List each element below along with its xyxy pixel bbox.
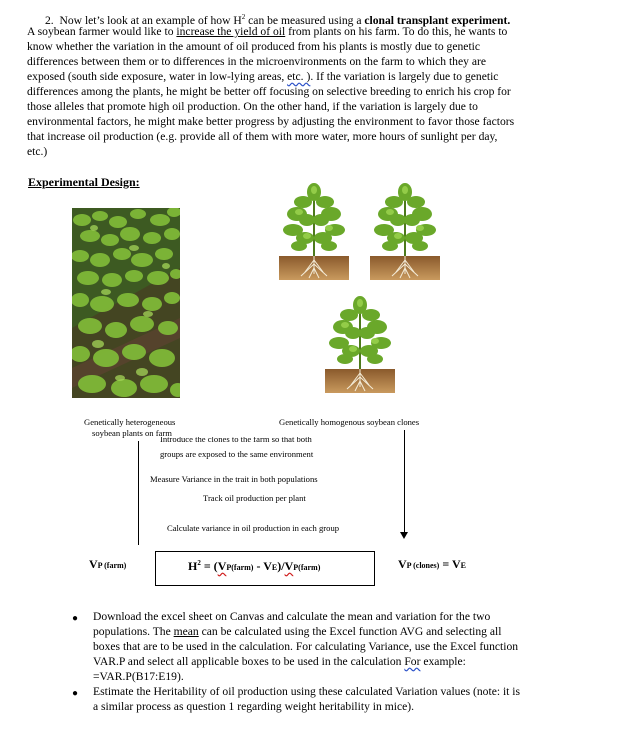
down-arrow-icon bbox=[400, 532, 408, 539]
question-line-2: A soybean farmer would like to increase the yield of oil from plants on his farm. To do this, he wants to bbox=[27, 25, 508, 38]
bullet-dot-2: ● bbox=[72, 688, 79, 699]
question-line-5: exposed (south side exposure, water in low-lying areas, etc. ). If the variation is largely due to genetic bbox=[27, 70, 499, 83]
step-calculate: Calculate variance in oil production in each group bbox=[167, 523, 340, 533]
question-line-9: that increase oil production (e.g. provide all of them with more water, more hours of sunlight per day, bbox=[27, 130, 498, 143]
question-line-10: etc.) bbox=[27, 145, 48, 158]
question-line-6: differences among the plants, he might be better off focusing on selective breeding to enrich his crop for bbox=[27, 85, 511, 98]
clones-connector-line bbox=[404, 430, 405, 534]
bullet-2-line-1: Estimate the Heritability of oil production using these calculated Variation values (note: it is bbox=[93, 685, 521, 698]
step-measure: Measure Variance in the trait in both populations bbox=[150, 474, 318, 484]
step-introduce-line-2: groups are exposed to the same environment bbox=[160, 449, 314, 459]
experimental-design-heading: Experimental Design: bbox=[28, 175, 140, 189]
bullet-1-line-5: =VAR.P(B17:E19). bbox=[93, 670, 184, 683]
soybean-clone-plant-1 bbox=[279, 182, 349, 280]
heritability-formula: $H^2$ = (VP(farm) - VE)/VP(farm) bbox=[188, 559, 321, 573]
soybean-field-photo bbox=[72, 208, 180, 398]
heritability-formula-box bbox=[155, 551, 375, 586]
question-number: 2. bbox=[45, 13, 54, 27]
soybean-clone-plant-3 bbox=[325, 295, 395, 393]
vp-clones-label: VP (clones) = VE bbox=[398, 557, 466, 571]
question-line-7: those alleles that promote high oil production. On the other hand, if the variation is largely due to bbox=[27, 100, 478, 113]
question-line-4: differences between them or to differences in the microenvironments on the farm to which they are bbox=[27, 55, 486, 68]
vp-farm-label: VP (farm) bbox=[89, 557, 127, 571]
bullet-1-line-2: populations. The mean can be calculated using the Excel function AVG and selecting all bbox=[93, 625, 502, 638]
label-heterogeneous-line-1: Genetically heterogeneous bbox=[84, 417, 176, 427]
bullet-1-line-4: VAR.P and select all applicable boxes to be used in the calculation For example: bbox=[93, 655, 466, 668]
bullet-dot-1: ● bbox=[72, 613, 79, 624]
question-line-8: environmental factors, he might make better progress by adjusting the environment to favor those factors bbox=[27, 115, 515, 128]
question-line-3: know whether the variation in the amount of oil produced from his plants is mostly due to genetic bbox=[27, 40, 481, 53]
step-introduce-line-1: Introduce the clones to the farm so that both bbox=[160, 437, 312, 444]
label-heterogeneous-line-2: soybean plants on farm bbox=[92, 428, 172, 438]
step-track: Track oil production per plant bbox=[203, 493, 306, 503]
bullet-2-line-2: a similar process as question 1 regarding weight heritability in mice). bbox=[93, 700, 414, 713]
bullet-1-line-3: boxes that are to be used in the calculation. For calculating Variance, use the Excel function bbox=[93, 640, 519, 653]
farm-connector-line bbox=[138, 441, 139, 545]
label-homogenous: Genetically homogenous soybean clones bbox=[279, 417, 420, 427]
question-line-1: 2. Now let’s look at an example of how $H^2$ can be measured using a clonal transplant experiment. bbox=[45, 13, 511, 27]
bullet-1-line-1: Download the excel sheet on Canvas and calculate the mean and variation for the two bbox=[93, 610, 491, 623]
soybean-clone-plant-2 bbox=[370, 182, 440, 280]
